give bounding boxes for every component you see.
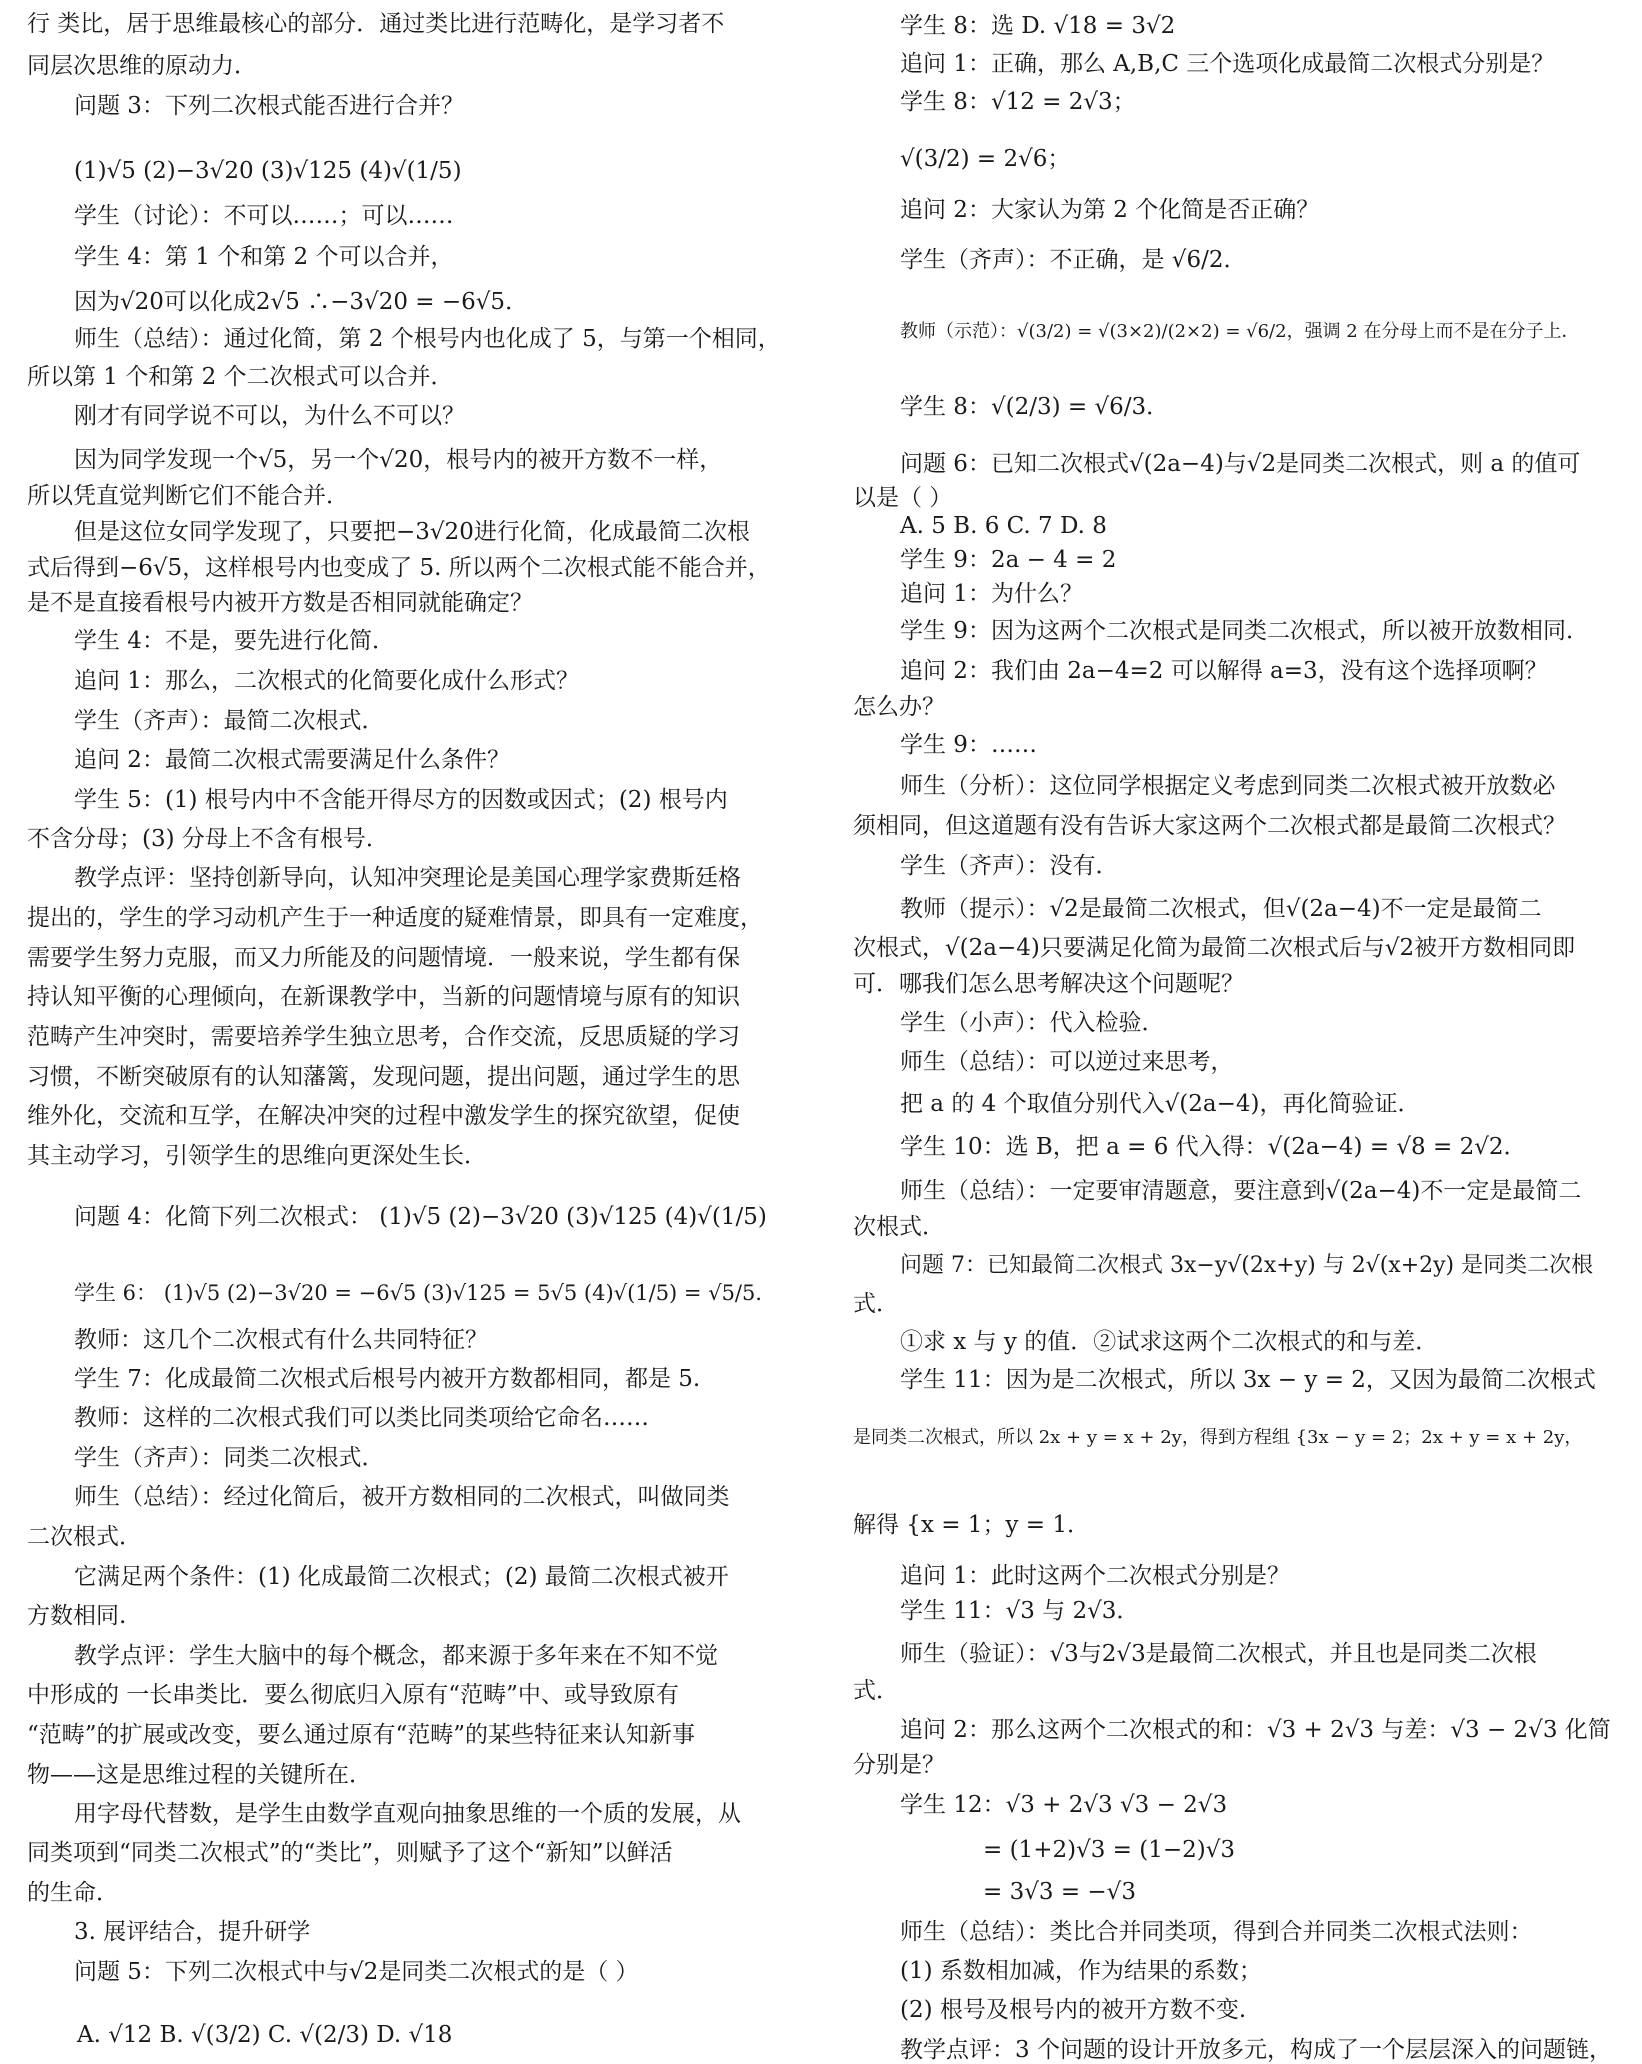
right-text-line: 学生 9：…… (900, 732, 1037, 758)
left-text-line: 问题 5：下列二次根式中与√2是同类二次根式的是（ ） (74, 1959, 639, 1985)
right-text-line: 师生（总结）：一定要审清题意，要注意到√(2a−4)不一定是最简二 (900, 1178, 1582, 1204)
right-text-line: 问题 6：已知二次根式√(2a−4)与√2是同类二次根式，则 a 的值可 (900, 451, 1581, 477)
right-text-line: 是同类二次根式，所以 2x + y = x + 2y，得到方程组 {3x − y = 2；2x + y = x + 2y， (853, 1427, 1583, 1448)
left-text-line: 所以凭直觉判断它们不能合并． (27, 483, 349, 509)
left-text-line: 师生（总结）：通过化简，第 2 个根号内也化成了 5，与第一个相同， (74, 326, 781, 352)
right-text-line: 次根式，√(2a−4)只要满足化简为最简二次根式后与√2被开方数相同即 (853, 935, 1576, 961)
left-text-line: 方数相同. (27, 1603, 127, 1629)
right-text-line: 可．哪我们怎么思考解决这个问题呢？ (853, 971, 1244, 997)
right-text-line: √(3/2) = 2√6； (900, 146, 1071, 172)
right-text-line: 师生（总结）：类比合并同类项，得到合并同类二次根式法则： (900, 1919, 1533, 1945)
right-text-line: 学生 12：√3 + 2√3 √3 − 2√3 (900, 1792, 1228, 1818)
left-text-line: 其主动学习，引领学生的思维向更深处生长． (27, 1143, 487, 1169)
left-text-line: 追问 2：最简二次根式需要满足什么条件？ (74, 747, 510, 773)
right-text-line: 怎么办？ (853, 694, 945, 720)
left-text-line: 学生（讨论）：不可以……；可以…… (74, 203, 454, 229)
right-text-line: 次根式． (853, 1214, 945, 1240)
left-text-line: 但是这位女同学发现了，只要把−3√20进行化简，化成最简二次根 (74, 519, 750, 545)
right-text-line: 问题 7：已知最简二次根式 3x−y√(2x+y) 与 2√(x+2y) 是同类二次根 (900, 1253, 1594, 1278)
left-text-line: 因为同学发现一个√5，另一个√20，根号内的被开方数不一样， (74, 447, 723, 473)
left-text-line: 同层次思维的原动力． (27, 53, 257, 79)
left-text-line: 学生 5：(1) 根号内中不含能开得尽方的因数或因式；(2) 根号内 (74, 787, 728, 813)
left-text-line: 学生（齐声）：最简二次根式． (74, 708, 385, 734)
right-text-line: (2) 根号及根号内的被开方数不变. (900, 1997, 1247, 2023)
right-text-line: = 3√3 = −√3 (983, 1879, 1136, 1905)
right-text-line: 追问 2：那么这两个二次根式的和：√3 + 2√3 与差：√3 − 2√3 化简 (900, 1717, 1611, 1743)
right-text-line: 教学点评：3 个问题的设计开放多元，构成了一个层层深入的问题链， (900, 2037, 1612, 2063)
left-text-line: 学生 4：不是，要先进行化简． (74, 628, 395, 654)
left-text-line: 因为√20可以化成2√5 ∴−3√20 = −6√5． (74, 289, 529, 315)
left-text-line: 教师：这样的二次根式我们可以类比同类项给它命名…… (74, 1405, 649, 1431)
left-text-line: “范畴”的扩展或改变，要么通过原有“范畴”的某些特征来认知新事 (27, 1722, 696, 1748)
right-text-line: ①求 x 与 y 的值．②试求这两个二次根式的和与差． (900, 1329, 1439, 1355)
left-text-line: 行 类比，居于思维最核心的部分．通过类比进行范畴化，是学习者不 (27, 11, 725, 37)
right-text-line: 师生（验证）：√3与2√3是最简二次根式，并且也是同类二次根 (900, 1641, 1537, 1667)
right-text-line: 学生（小声）：代入检验． (900, 1010, 1165, 1036)
right-text-line: 学生 11：√3 与 2√3． (900, 1598, 1140, 1624)
left-text-line: 追问 1：那么，二次根式的化简要化成什么形式？ (74, 668, 579, 694)
left-text-line: 持认知平衡的心理倾向，在新课教学中，当新的问题情境与原有的知识 (27, 984, 740, 1010)
left-text-line: 维外化，交流和互学，在解决冲突的过程中激发学生的探究欲望，促使 (27, 1103, 740, 1129)
right-text-line: 学生 8：√12 = 2√3； (900, 89, 1136, 115)
right-text-line: 解得 {x = 1；y = 1． (853, 1512, 1090, 1538)
left-text-line: 所以第 1 个和第 2 个二次根式可以合并． (27, 364, 454, 390)
right-text-line: 学生（齐声）：不正确，是 √6/2． (900, 247, 1247, 273)
left-text-line: 3. 展评结合，提升研学 (74, 1919, 311, 1945)
left-text-line: 用字母代替数，是学生由数学直观向抽象思维的一个质的发展，从 (74, 1801, 741, 1827)
right-text-line: 学生（齐声）：没有． (900, 853, 1119, 879)
right-text-line: 学生 10：选 B，把 a = 6 代入得：√(2a−4) = √8 = 2√2． (900, 1134, 1527, 1160)
right-text-line: 式． (853, 1678, 899, 1704)
left-text-line: 教学点评：学生大脑中的每个概念，都来源于多年来在不知不觉 (74, 1643, 718, 1669)
left-text-line: 中形成的 一长串类比．要么彻底归入原有“范畴”中、或导致原有 (27, 1682, 679, 1708)
left-text-line: A. √12 B. √(3/2) C. √(2/3) D. √18 (77, 2022, 453, 2048)
right-text-line: 追问 1：此时这两个二次根式分别是？ (900, 1563, 1290, 1589)
left-text-line: 学生 4：第 1 个和第 2 个可以合并， (74, 244, 454, 270)
right-text-line: 师生（总结）：可以逆过来思考， (900, 1049, 1234, 1075)
left-text-line: 的生命． (27, 1880, 119, 1906)
right-text-line: 教师（示范）：√(3/2) = √(3×2)/(2×2) = √6/2，强调 2 在分母上而不是在分子上． (900, 321, 1580, 342)
left-text-line: 物——这是思维过程的关键所在． (27, 1762, 372, 1788)
left-text-line: 同类项到“同类二次根式”的“类比”，则赋予了这个“新知”以鲜活 (27, 1840, 673, 1866)
left-text-line: 问题 3：下列二次根式能否进行合并？ (74, 93, 464, 119)
right-text-line: 追问 2：大家认为第 2 个化简是否正确？ (900, 197, 1320, 223)
right-text-line: 学生 11：因为是二次根式，所以 3x − y = 2，又因为最简二次根式 (900, 1367, 1596, 1393)
left-text-line: 式后得到−6√5，这样根号内也变成了 5. 所以两个二次根式能不能合并， (27, 555, 771, 581)
left-text-line: 刚才有同学说不可以，为什么不可以？ (74, 403, 465, 429)
left-text-line: 是不是直接看根号内被开方数是否相同就能确定？ (27, 590, 533, 616)
left-text-line: 学生 6： (1)√5 (2)−3√20 = −6√5 (3)√125 = 5√5 (4)√(1/5) = √5/5． (74, 1281, 777, 1305)
right-text-line: A. 5 B. 6 C. 7 D. 8 (900, 513, 1107, 539)
right-text-line: 追问 1：为什么？ (900, 581, 1083, 607)
right-text-line: = (1+2)√3 = (1−2)√3 (983, 1837, 1236, 1863)
right-text-line: 追问 1：正确，那么 A,B,C 三个选项化成最简二次根式分别是？ (900, 51, 1555, 77)
right-text-line: 教师（提示）：√2是最简二次根式，但√(2a−4)不一定是最简二 (900, 896, 1542, 922)
right-text-line: 学生 8：√(2/3) = √6/3． (900, 394, 1170, 420)
left-text-line: 学生（齐声）：同类二次根式． (74, 1445, 385, 1471)
right-text-line: (1) 系数相加减，作为结果的系数； (900, 1958, 1262, 1984)
right-text-line: 以是（ ） (853, 485, 953, 511)
right-text-line: 学生 9：2a − 4 = 2 (900, 547, 1117, 573)
right-text-line: 学生 9：因为这两个二次根式是同类二次根式，所以被开放数相同． (900, 618, 1589, 644)
right-text-line: 把 a 的 4 个取值分别代入√(2a−4)，再化简验证． (900, 1091, 1421, 1117)
left-text-line: 需要学生努力克服，而又力所能及的问题情境．一般来说，学生都有保 (27, 945, 740, 971)
left-text-line: 二次根式． (27, 1524, 142, 1550)
right-text-line: 分别是？ (853, 1752, 945, 1778)
left-text-line: 提出的，学生的学习动机产生于一种适度的疑难情景，即具有一定难度， (27, 905, 763, 931)
right-text-line: 学生 8：选 D. √18 = 3√2 (900, 13, 1176, 39)
left-text-line: 问题 4：化简下列二次根式： (1)√5 (2)−3√20 (3)√125 (4)√(1/5) (74, 1204, 767, 1230)
left-text-line: 范畴产生冲突时，需要培养学生独立思考，合作交流，反思质疑的学习 (27, 1024, 740, 1050)
left-text-line: 师生（总结）：经过化简后，被开方数相同的二次根式，叫做同类 (74, 1484, 730, 1510)
left-text-line: 学生 7：化成最简二次根式后根号内被开方数都相同，都是 5. (74, 1366, 701, 1392)
left-text-line: 教师：这几个二次根式有什么共同特征？ (74, 1327, 488, 1353)
right-text-line: 式． (853, 1291, 899, 1317)
left-text-line: 教学点评：坚持创新导向，认知冲突理论是美国心理学家费斯廷格 (74, 865, 741, 891)
right-text-line: 师生（分析）：这位同学根据定义考虑到同类二次根式被开放数必 (900, 773, 1556, 799)
right-text-line: 追问 2：我们由 2a−4=2 可以解得 a=3，没有这个选择项啊？ (900, 658, 1548, 684)
left-text-line: 它满足两个条件：(1) 化成最简二次根式；(2) 最简二次根式被开 (74, 1564, 729, 1590)
left-text-line: 不含分母；(3) 分母上不含有根号． (27, 826, 389, 852)
left-text-line: (1)√5 (2)−3√20 (3)√125 (4)√(1/5) (74, 158, 462, 184)
right-text-line: 须相同，但这道题有没有告诉大家这两个二次根式都是最简二次根式？ (853, 813, 1566, 839)
left-text-line: 习惯，不断突破原有的认知藩篱，发现问题，提出问题，通过学生的思 (27, 1064, 740, 1090)
